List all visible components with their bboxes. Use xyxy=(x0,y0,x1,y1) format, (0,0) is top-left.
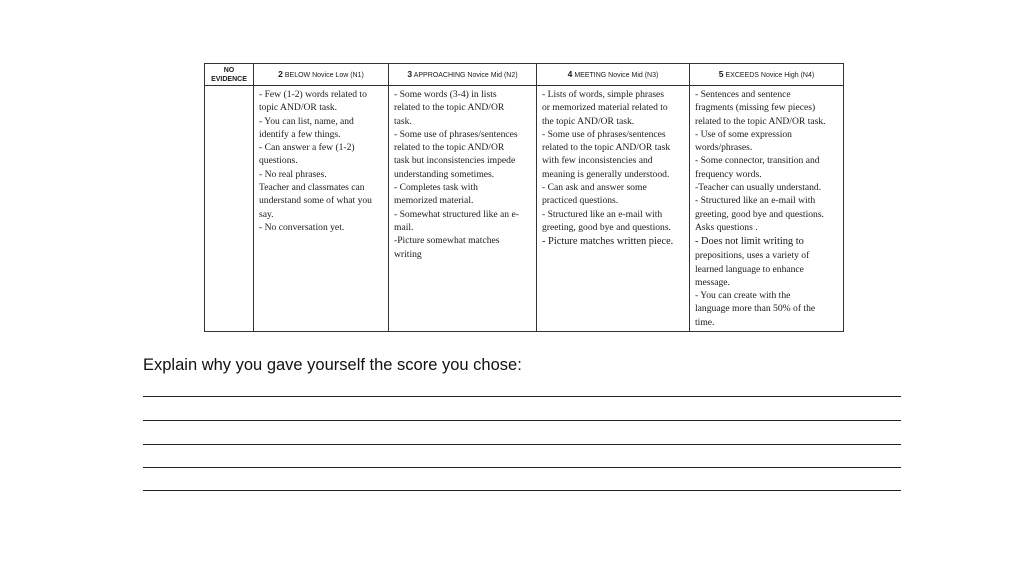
criterion-line: - No real phrases. xyxy=(259,168,327,180)
criterion-line: - Does not limit writing to xyxy=(695,236,804,248)
criterion-line: - Some words (3-4) in lists xyxy=(394,89,497,100)
criterion-line: - Use of some expression xyxy=(695,128,792,140)
criterion-line: frequency words. xyxy=(695,168,762,180)
criterion-line: - Can ask and answer some xyxy=(542,182,647,194)
criterion-line: practiced questions. xyxy=(542,195,619,207)
header-label: BELOW Novice Low (N1) xyxy=(284,71,364,79)
cell-below xyxy=(254,86,389,332)
criterion-line: - Completes task with xyxy=(394,182,478,194)
criterion-line: language more than 50% of the xyxy=(695,303,816,315)
cell-meeting xyxy=(537,86,690,332)
criterion-line: understand some of what you xyxy=(259,195,372,207)
criterion-line: greeting, good bye and questions. xyxy=(695,208,824,220)
criterion-line: understanding sometimes. xyxy=(394,168,495,180)
header-score: 5 xyxy=(718,68,724,79)
criterion-line: task but inconsistencies impede xyxy=(394,155,516,167)
criterion-line: say. xyxy=(259,208,274,220)
criterion-line: -Picture somewhat matches xyxy=(394,235,500,247)
cell-approaching xyxy=(389,86,537,332)
cell-no-evidence xyxy=(205,86,254,332)
criterion-line: mail. xyxy=(394,221,414,233)
rubric-header-row xyxy=(205,64,844,86)
criterion-line: - You can create with the xyxy=(695,290,791,302)
criterion-line: time. xyxy=(695,316,715,328)
answer-line[interactable] xyxy=(143,396,901,397)
criterion-line: Asks questions . xyxy=(695,221,758,233)
header-score: 4 xyxy=(567,68,573,79)
header-score: 3 xyxy=(407,68,413,79)
criterion-line: related to the topic AND/OR xyxy=(394,102,505,114)
criterion-line: - Some connector, transition and xyxy=(695,155,820,167)
criterion-line: meaning is generally understood. xyxy=(542,168,670,180)
criterion-line: greeting, good bye and questions. xyxy=(542,221,671,233)
criterion-line: questions. xyxy=(259,155,298,167)
criterion-line: - Some use of phrases/sentences xyxy=(542,128,666,140)
criterion-line: words/phrases. xyxy=(695,142,753,154)
header-label: EXCEEDS Novice High (N4) xyxy=(725,71,815,79)
criterion-line: related to the topic AND/OR task. xyxy=(695,115,826,127)
criterion-line: - Somewhat structured like an e- xyxy=(394,208,519,220)
rubric-body-row xyxy=(205,86,844,332)
criterion-line: - Lists of words, simple phrases xyxy=(542,89,665,100)
header-approaching xyxy=(389,64,537,86)
criterion-line: the topic AND/OR task. xyxy=(542,115,635,127)
header-exceeds xyxy=(690,64,844,86)
criterion-line: -Teacher can usually understand. xyxy=(695,182,822,194)
criterion-line: - Few (1-2) words related to xyxy=(259,89,367,100)
explanation-prompt: Explain why you gave yourself the score you chose: xyxy=(143,356,522,374)
criterion-line: - Some use of phrases/sentences xyxy=(394,128,518,140)
criterion-line: learned language to enhance xyxy=(695,263,804,275)
criterion-line: message. xyxy=(695,276,730,288)
criterion-line: - No conversation yet. xyxy=(259,221,345,233)
criterion-line: task. xyxy=(394,115,412,127)
criterion-line: memorized material. xyxy=(394,195,474,207)
criterion-line: topic AND/OR task. xyxy=(259,102,338,114)
header-label: APPROACHING Novice Mid (N2) xyxy=(413,71,518,79)
header-meeting xyxy=(537,64,690,86)
header-label: NO EVIDENCE xyxy=(211,66,247,83)
criterion-line: prepositions, uses a variety of xyxy=(695,250,810,262)
criterion-line: - You can list, name, and xyxy=(259,115,354,127)
criterion-line: - Picture matches written piece. xyxy=(542,236,674,248)
criterion-line: or memorized material related to xyxy=(542,102,668,114)
criterion-line: - Structured like an e-mail with xyxy=(695,195,816,207)
answer-line[interactable] xyxy=(143,490,901,491)
answer-line[interactable] xyxy=(143,420,901,421)
header-no-evidence xyxy=(205,64,254,86)
criterion-line: - Can answer a few (1-2) xyxy=(259,142,355,154)
criterion-line: related to the topic AND/OR task xyxy=(542,142,671,154)
criterion-line: - Structured like an e-mail with xyxy=(542,208,663,220)
criterion-line: related to the topic AND/OR xyxy=(394,142,505,154)
criterion-line: with few inconsistencies and xyxy=(542,155,653,167)
rubric-table xyxy=(204,63,844,332)
criterion-line: - Sentences and sentence xyxy=(695,89,791,100)
criterion-line: Teacher and classmates can xyxy=(259,182,365,194)
criterion-line: fragments (missing few pieces) xyxy=(695,102,816,114)
header-label: MEETING Novice Mid (N3) xyxy=(574,71,659,79)
answer-line[interactable] xyxy=(143,444,901,445)
criterion-line: writing xyxy=(394,248,422,260)
header-below xyxy=(254,64,389,86)
header-score: 2 xyxy=(278,68,283,79)
criterion-line: identify a few things. xyxy=(259,128,341,140)
cell-exceeds xyxy=(690,86,844,332)
answer-line[interactable] xyxy=(143,467,901,468)
